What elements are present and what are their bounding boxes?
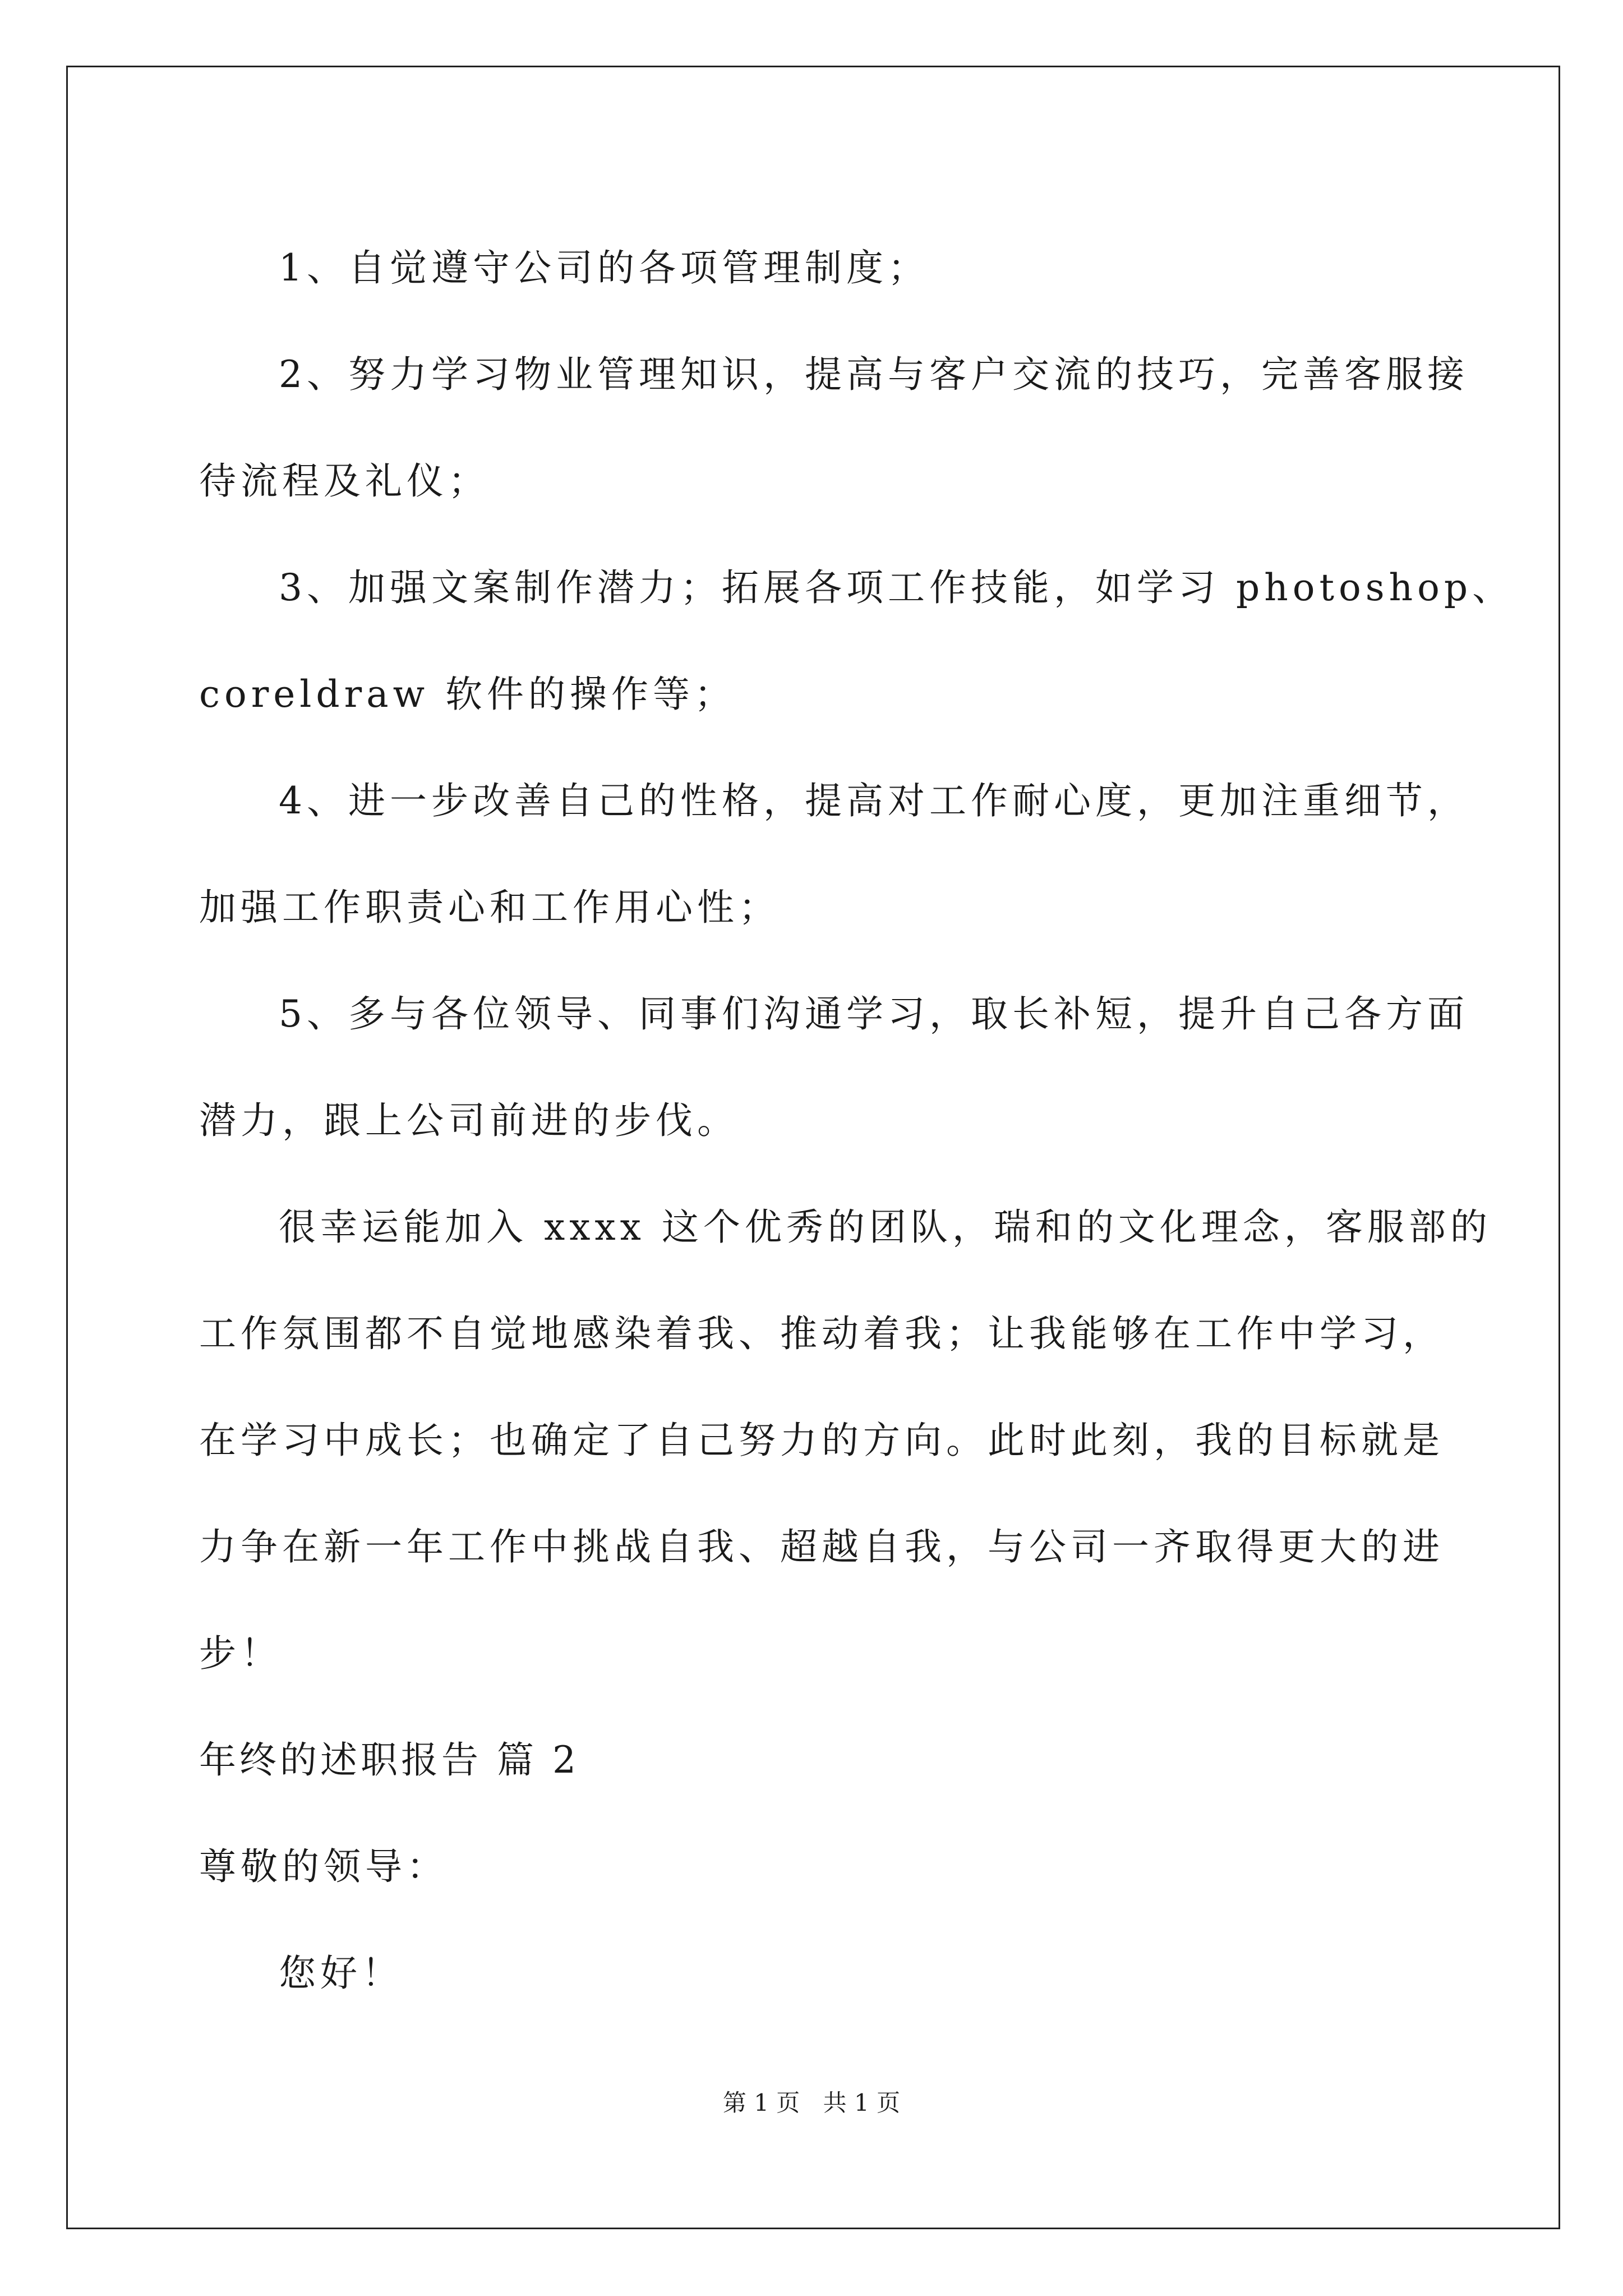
list-item-3-line-1: 3、加强文案制作潜力；拓展各项工作技能，如学习 photoshop、 [279, 566, 1514, 609]
salutation: 尊敬的领导： [199, 1845, 448, 1888]
closing-paragraph-line-5: 步！ [199, 1632, 282, 1675]
list-item-1: 1、自觉遵守公司的各项管理制度； [279, 246, 929, 289]
section-heading: 年终的述职报告 篇 2 [199, 1738, 579, 1782]
page-total: 共 1 页 [823, 2089, 901, 2116]
list-item-2-line-2: 待流程及礼仪； [199, 459, 490, 503]
closing-paragraph-line-1: 很幸运能加入 xxxx 这个优秀的团队，瑞和的文化理念，客服部的 [279, 1205, 1492, 1249]
list-item-4-line-2: 加强工作职责心和工作用心性； [199, 886, 780, 929]
list-item-5-line-2: 潜力，跟上公司前进的步伐。 [199, 1099, 739, 1142]
closing-paragraph-line-2: 工作氛围都不自觉地感染着我、推动着我；让我能够在工作中学习， [199, 1312, 1444, 1355]
document-body [199, 215, 1514, 2027]
list-item-2-line-1: 2、努力学习物业管理知识，提高与客户交流的技巧，完善客服接 [279, 353, 1469, 396]
list-item-3-line-2: coreldraw 软件的操作等； [199, 673, 736, 716]
page-number: 第 1 页 [722, 2089, 800, 2116]
page-footer [0, 2085, 1623, 2118]
closing-paragraph-line-4: 力争在新一年工作中挑战自我、超越自我，与公司一齐取得更大的进 [199, 1525, 1444, 1568]
list-item-5-line-1: 5、多与各位领导、同事们沟通学习，取长补短，提升自己各方面 [279, 992, 1469, 1036]
closing-paragraph-line-3: 在学习中成长；也确定了自己努力的方向。此时此刻，我的目标就是 [199, 1419, 1444, 1462]
list-item-4-line-1: 4、进一步改善自己的性格，提高对工作耐心度，更加注重细节， [279, 779, 1469, 822]
greeting: 您好！ [279, 1952, 403, 1995]
